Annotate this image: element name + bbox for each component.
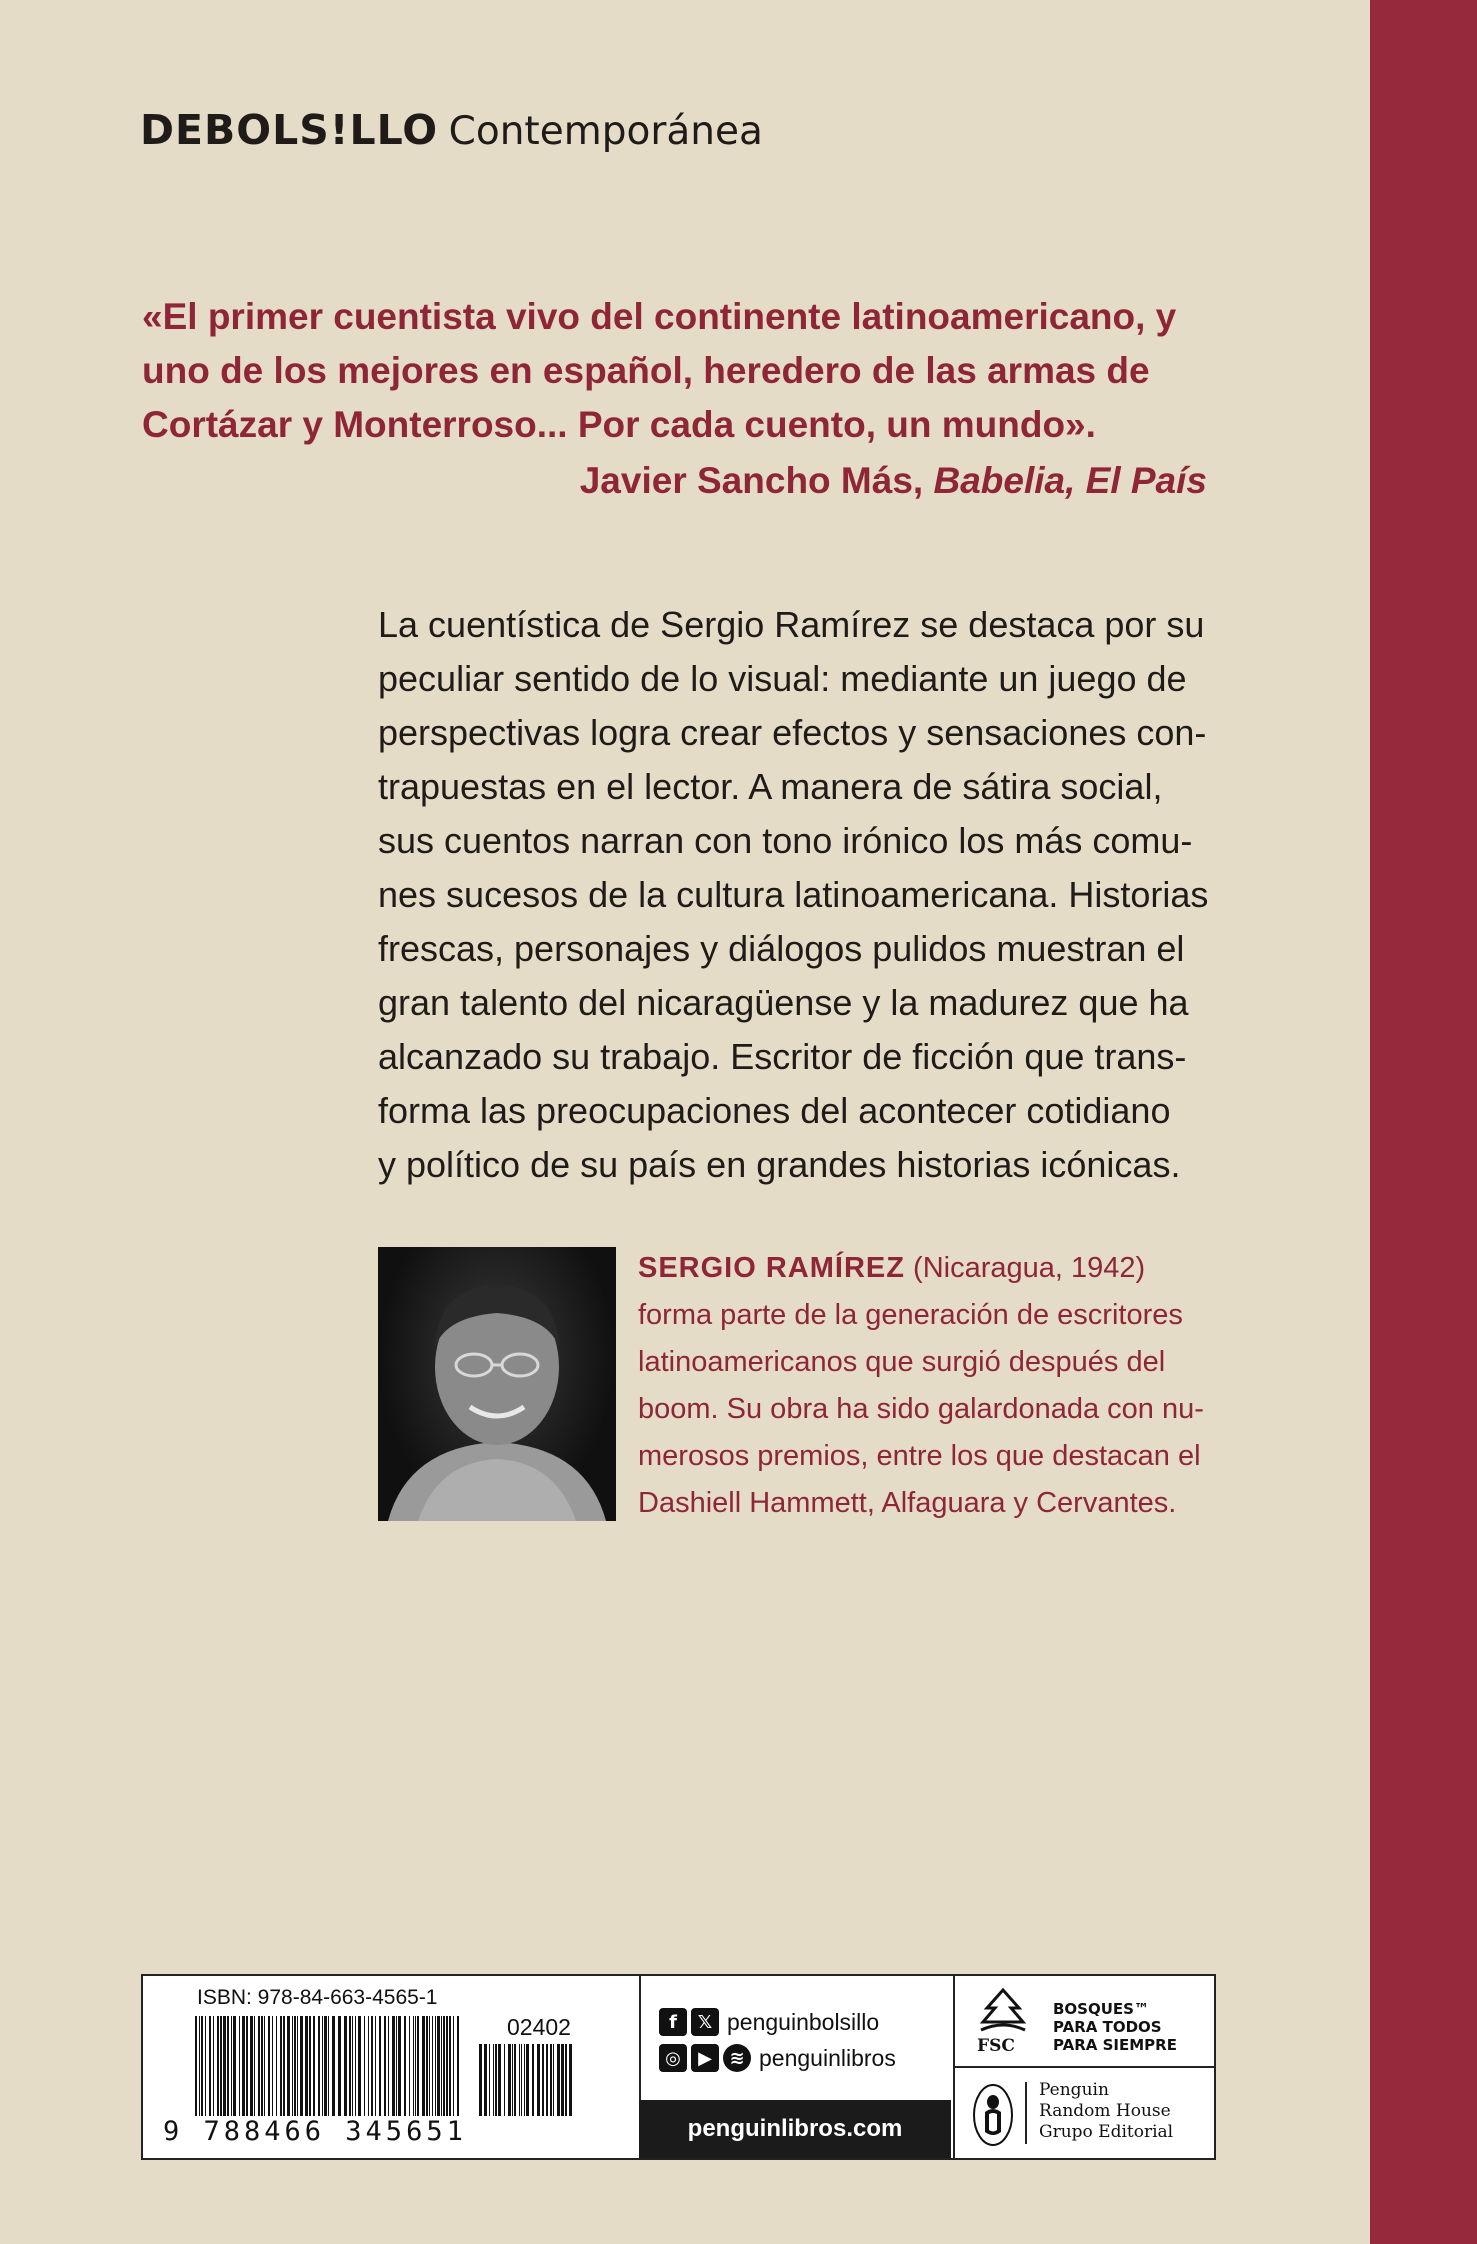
social-panel [639, 1976, 955, 2158]
fsc-slogan [1053, 2000, 1177, 2054]
back-cover-footer [141, 1974, 1216, 2160]
barcode-addon-number: 02402 [507, 2014, 571, 2040]
fsc-tree-icon [975, 1986, 1031, 2036]
quote-attribution [142, 460, 1207, 502]
book-spine-band [1370, 0, 1477, 2244]
fsc-label: FSC [977, 2036, 1015, 2056]
brand-name: DEBOLS!LLO [140, 106, 439, 154]
synopsis-line: frescas, personajes y diálogos pulidos muestran el [378, 928, 1185, 969]
author-name: SERGIO RAMÍREZ [638, 1252, 905, 1284]
quote-author: Javier Sancho Más, [579, 460, 924, 501]
social-handle: penguinlibros [759, 2044, 896, 2071]
social-handle: penguinbolsillo [727, 2008, 880, 2035]
publisher-line: Random House [1039, 2101, 1171, 2121]
x-icon: 𝕏 [691, 2008, 719, 2036]
isbn-label: ISBN: 978-84-663-4565-1 [197, 1986, 438, 2009]
bio-line: merosos premios, entre los que destacan el [638, 1440, 1201, 1472]
author-origin: (Nicaragua, 1942) [913, 1252, 1146, 1284]
bio-line: latinoamericanos que surgió después del [638, 1346, 1166, 1378]
synopsis-line: gran talento del nicaragüense y la madurez que ha [378, 982, 1189, 1023]
publisher-line: Grupo Editorial [1039, 2122, 1174, 2142]
bio-first-line [638, 1245, 1208, 1292]
website-url: penguinlibros.com [639, 2100, 951, 2158]
bio-line: boom. Su obra ha sido galardonada con nu- [638, 1393, 1204, 1425]
publisher-name [1039, 2080, 1173, 2143]
facebook-icon: f [659, 2008, 687, 2036]
spotify-icon: ≋ [723, 2044, 751, 2072]
social-row-1 [659, 2008, 879, 2036]
instagram-icon: ◎ [659, 2044, 687, 2072]
fsc-slogan-line: BOSQUES™ [1053, 2000, 1149, 2018]
youtube-icon: ▶ [691, 2044, 719, 2072]
quote-source: Babelia, El País [933, 460, 1207, 501]
synopsis-line: peculiar sentido de lo visual: mediante un juego de [378, 658, 1187, 699]
synopsis-line: nes sucesos de la cultura latinoamericana. Historias [378, 874, 1209, 915]
addon-barcode [477, 2044, 573, 2116]
barcode-panel [143, 1976, 641, 2158]
synopsis-line: La cuentística de Sergio Ramírez se destaca por su [378, 604, 1205, 645]
publisher-panel [953, 2068, 1214, 2158]
barcode-digits: 9 788466 345651 [163, 2116, 467, 2147]
book-synopsis [378, 598, 1208, 1192]
penguin-logo-icon [971, 2082, 1015, 2148]
author-photo [378, 1247, 616, 1521]
isbn-barcode [193, 2016, 463, 2116]
synopsis-line: alcanzado su trabajo. Escritor de ficción que trans- [378, 1036, 1187, 1077]
publisher-line: Penguin [1039, 2080, 1109, 2100]
synopsis-line: forma las preocupaciones del acontecer cotidiano [378, 1090, 1171, 1131]
author-bio [638, 1245, 1208, 1527]
synopsis-line: perspectivas logra crear efectos y sensaciones con- [378, 712, 1207, 753]
synopsis-line: sus cuentos narran con tono irónico los más comu- [378, 820, 1193, 861]
fsc-slogan-line: PARA SIEMPRE [1053, 2036, 1177, 2054]
press-quote: «El primer cuentista vivo del continente latinoamericano, y uno de los mejores en español, heredero de las armas de Cortázar y Monterroso... Por cada cuento, un mundo». [142, 296, 1177, 445]
bio-line: Dashiell Hammett, Alfaguara y Cervantes. [638, 1487, 1177, 1519]
bio-line: forma parte de la generación de escritores [638, 1299, 1183, 1331]
synopsis-line: trapuestas en el lector. A manera de sátira social, [378, 766, 1163, 807]
publisher-divider [1025, 2082, 1027, 2144]
publisher-brand [140, 106, 763, 154]
social-row-2 [659, 2044, 896, 2072]
fsc-panel [953, 1976, 1214, 2068]
collection-name: Contemporánea [448, 109, 763, 154]
fsc-slogan-line: PARA TODOS [1053, 2018, 1162, 2036]
synopsis-line: y político de su país en grandes historias icónicas. [378, 1144, 1181, 1185]
